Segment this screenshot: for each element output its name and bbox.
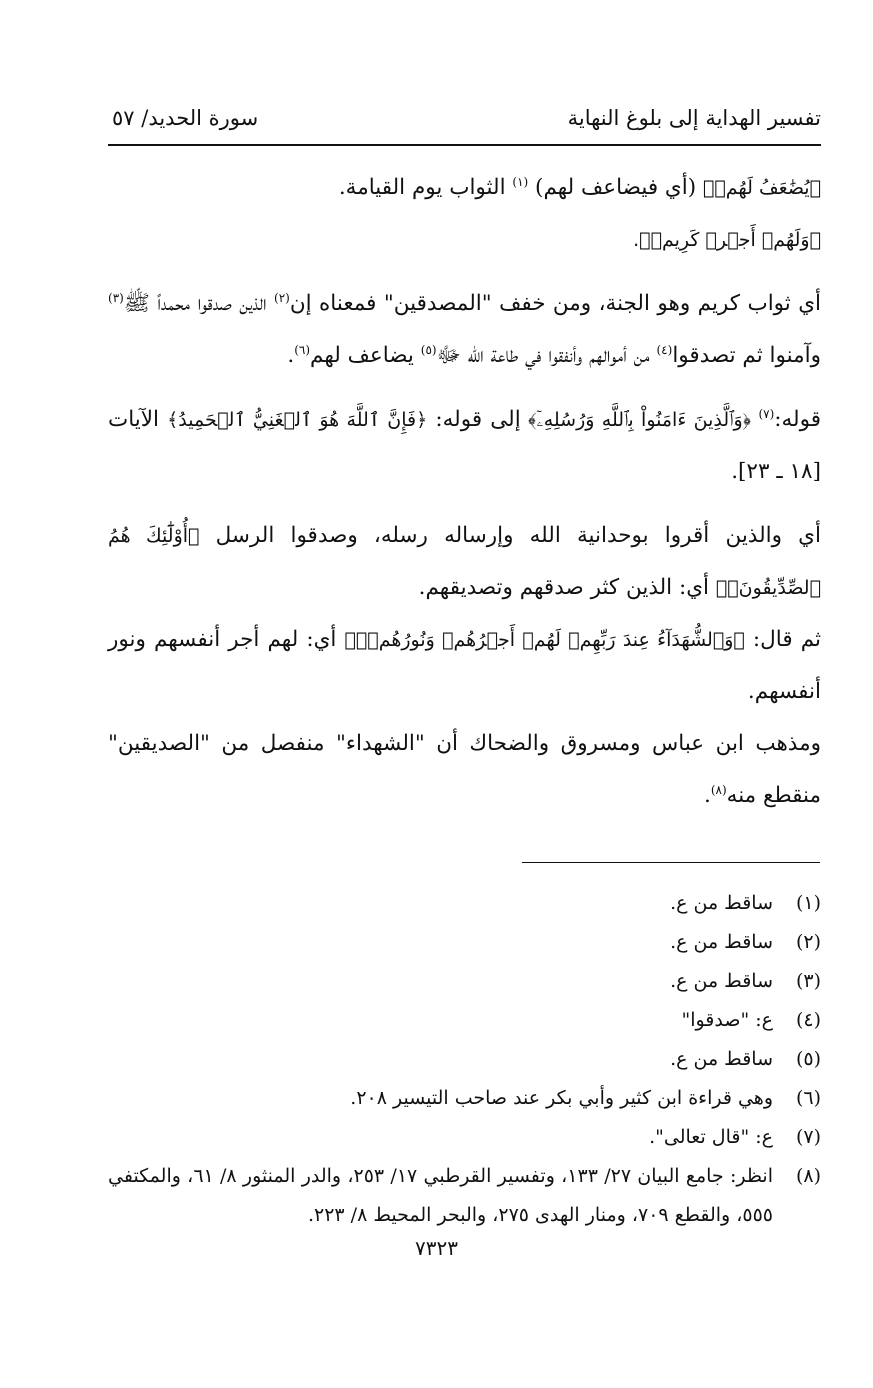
footnote-text: وهي قراءة ابن كثير وأبي بكر عند صاحب التيسير ٢٠٨. xyxy=(350,1087,773,1109)
footnote-text: ع: "قال تعالى". xyxy=(649,1126,773,1148)
footnote-item xyxy=(108,1157,821,1235)
footnote-number: (٧) xyxy=(795,1126,821,1148)
running-header-title: تفسير الهداية إلى بلوغ النهاية xyxy=(567,106,821,130)
paragraph-7 xyxy=(108,718,821,822)
text-span: الثواب يوم القيامة. xyxy=(338,175,513,200)
footnote-ref-7[interactable]: (٧) xyxy=(758,406,775,421)
footnote-number: (١) xyxy=(795,892,821,914)
text-span: (أي فيضاعف لهم) xyxy=(528,175,703,200)
paragraph-4 xyxy=(108,394,821,498)
footnote-number: (٥) xyxy=(795,1048,821,1070)
page-number: ٧٣٢٣ xyxy=(415,1236,458,1260)
footnote-item xyxy=(108,1001,821,1040)
text-span: يضاعف لهم xyxy=(310,343,421,368)
footnote-item xyxy=(108,1118,821,1157)
footnote-item xyxy=(108,923,821,962)
footnote-text: ع: "صدقوا" xyxy=(681,1009,773,1031)
footnote-ref-2[interactable]: (٢) xyxy=(274,290,290,305)
footnote-item xyxy=(108,884,821,923)
footnote-item xyxy=(108,1040,821,1079)
text-span: أي ثواب كريم وهو الجنة، ومن خفف "المصدقين" فمعناه إن xyxy=(289,291,821,316)
text-span: أي: لهم أجر أنفسهم ونور أنفسهم. xyxy=(108,627,821,704)
footnote-text: ساقط من ع. xyxy=(670,1048,773,1070)
footnote-ref-3[interactable]: (٣) xyxy=(108,290,124,305)
footnote-ref-1[interactable]: (١) xyxy=(512,174,529,189)
footnote-item xyxy=(108,962,821,1001)
text-span: الآيات [١٨ ـ ٢٣]. xyxy=(108,407,821,484)
text-span: من أموالهم وأنفقوا في طاعة الله ﷻ xyxy=(436,343,657,368)
footnote-ref-5[interactable]: (٥) xyxy=(420,342,437,357)
footnote-number: (٣) xyxy=(795,970,821,992)
text-span: قوله: xyxy=(774,407,821,432)
text-span: وآمنوا ثم تصدقوا xyxy=(672,343,821,368)
text-span: . xyxy=(704,783,711,808)
ayah-quote: ﴿وَٱلشُّهَدَآءُ عِندَ رَبِّهِمۡ لَهُمۡ أَجۡرُهُمۡ وَنُورُهُمۡۖ﴾ xyxy=(344,629,745,651)
footnote-item xyxy=(108,1079,821,1118)
header-rule xyxy=(108,144,821,146)
footnote-number: (٤) xyxy=(795,1009,821,1031)
footnote-number: (٢) xyxy=(795,931,821,953)
text-span: . xyxy=(287,343,295,368)
main-text xyxy=(108,162,821,822)
footnote-number: (٦) xyxy=(795,1087,821,1109)
ayah-quote: ﴿فَإِنَّ ٱللَّهَ هُوَ ٱلۡغَنِيُّ ٱلۡحَمِيدُ﴾ xyxy=(167,409,428,431)
text-span: أي والذين أقروا بوحدانية الله وإرساله رسله، وصدقوا الرسل xyxy=(199,523,821,548)
footnotes xyxy=(108,884,821,1235)
paragraph-6 xyxy=(108,614,821,718)
paragraph-2 xyxy=(108,214,821,266)
footnote-number: (٨) xyxy=(795,1165,821,1187)
ayah-quote: ﴿أُوْلَٰٓئِكَ هُمُ ٱلصِّدِّيقُونَۖ﴾ xyxy=(108,525,821,599)
paragraph-5 xyxy=(108,510,821,614)
footnote-ref-4[interactable]: (٤) xyxy=(656,342,673,357)
ayah-quote: ﴿وَلَهُمۡ أَجۡرٞ كَرِيمٞ﴾. xyxy=(633,229,821,251)
footnote-separator xyxy=(522,862,820,863)
running-header-surah: سورة الحديد/ ٥٧ xyxy=(112,106,259,130)
text-span: إلى قوله: xyxy=(427,407,521,432)
paragraph-1 xyxy=(108,162,821,214)
ayah-quote: ﴿وَٱلَّذِينَ ءَامَنُواْ بِٱللَّهِ وَرُسُلِهِۦٓ﴾ xyxy=(520,409,759,431)
footnote-text: ساقط من ع. xyxy=(670,892,773,914)
text-span: الذين صدقوا محمداً ﷺ xyxy=(123,291,275,316)
text-span: ثم قال: xyxy=(744,627,821,652)
footnote-ref-8[interactable]: (٨) xyxy=(710,782,727,797)
ayah-quote: ﴿يُضَٰعَفُ لَهُمۡ﴾ xyxy=(702,177,821,199)
footnote-ref-6[interactable]: (٦) xyxy=(294,342,311,357)
footnote-text: ساقط من ع. xyxy=(670,970,773,992)
text-span: أي: الذين كثر صدقهم وتصديقهم. xyxy=(418,575,716,600)
text-span: ومذهب ابن عباس ومسروق والضحاك أن "الشهداء" منفصل من "الصديقين" منقطع منه xyxy=(108,731,821,808)
paragraph-3 xyxy=(108,278,821,382)
footnote-text: ساقط من ع. xyxy=(670,931,773,953)
footnote-text: انظر: جامع البيان ٢٧/ ١٣٣، وتفسير القرطبي ١٧/ ٢٥٣، والدر المنثور ٨/ ٦١، والمكتفي ٥٥٥، والقطع ٧٠٩، ومنار الهدى ٢٧٥، والبحر المحيط ٨/ ٢٢٣. xyxy=(108,1165,773,1226)
